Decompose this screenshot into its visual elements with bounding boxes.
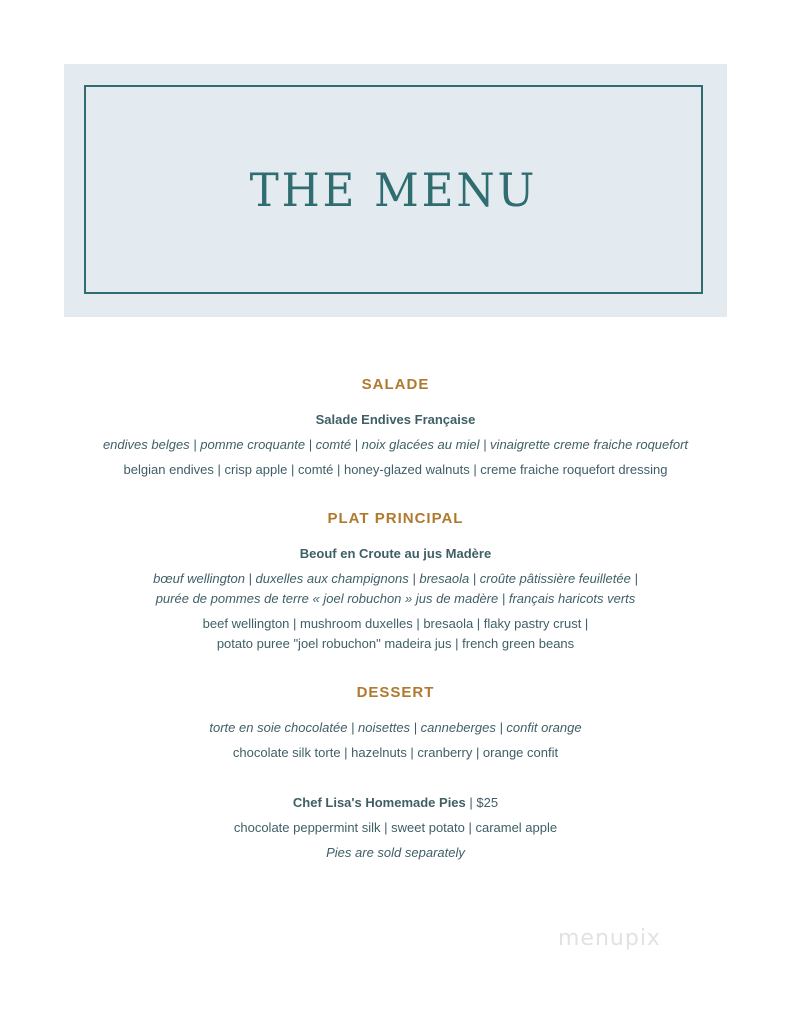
section-heading-plat: PLAT PRINCIPAL [327,510,464,527]
section-plat-principal [0,506,791,654]
header-panel [64,64,727,317]
section-heading-dessert: DESSERT [356,684,435,701]
description-en-plat-line-1: beef wellington | mushroom duxelles | bresaola | flaky pastry crust | [202,616,589,631]
pies-name: Chef Lisa's Homemade Pies [292,795,466,810]
description-en-dessert: chocolate silk torte | hazelnuts | cranberry | orange confit [232,745,559,760]
description-fr-dessert: torte en soie chocolatée | noisettes | canneberges | confit orange [209,720,582,735]
header-frame [84,85,703,294]
pies-note: Pies are sold separately [326,845,465,860]
section-dessert [0,680,791,863]
section-salade [0,372,791,480]
description-fr-plat-line-1: bœuf wellington | duxelles aux champignons | bresaola | croûte pâtissière feuilletée | [153,571,638,586]
watermark-logo: menupix [558,926,661,951]
dish-name-plat: Beouf en Croute au jus Madère [299,546,492,561]
description-fr-plat-line-2: purée de pommes de terre « joel robuchon » jus de madère | français haricots verts [155,591,636,606]
dish-name-salade: Salade Endives Française [315,412,476,427]
section-heading-salade: SALADE [361,376,430,393]
pies-title [0,793,791,813]
page-title: THE MENU [249,162,538,217]
menu-body [0,372,791,863]
description-en-plat-line-2: potato puree "joel robuchon" madeira jus | french green beans [216,636,575,651]
description-en-salade: belgian endives | crisp apple | comté | honey-glazed walnuts | creme fraiche roquefort dressing [123,462,668,477]
pies-price: | $25 [469,795,499,810]
description-fr-salade: endives belges | pomme croquante | comté | noix glacées au miel | vinaigrette creme fraiche roquefort [102,437,689,452]
pies-flavors: chocolate peppermint silk | sweet potato | caramel apple [233,820,558,835]
